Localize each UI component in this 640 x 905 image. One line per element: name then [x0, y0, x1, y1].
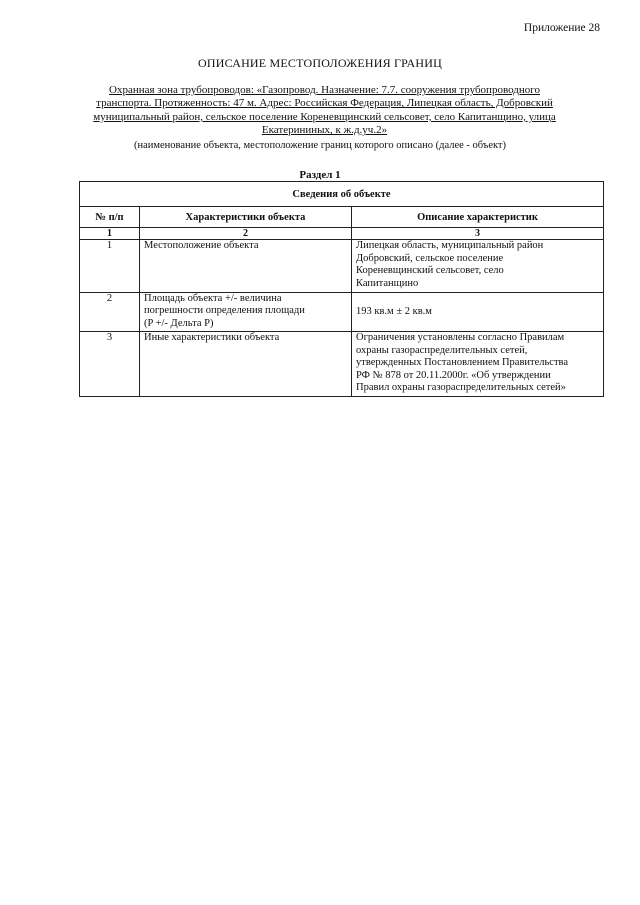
object-line: Охранная зона трубопроводов: «Газопровод. Назначение: 7.7. сооружения трубопроводного: [109, 84, 540, 96]
object-caption: (наименование объекта, местоположение границ которого описано (далее - объект): [133, 140, 507, 151]
object-name: [92, 84, 557, 138]
column-number: 3: [352, 228, 604, 240]
column-number: 2: [140, 228, 352, 240]
cell-line: погрешности определения площади: [144, 305, 305, 317]
row-number: 2: [80, 293, 140, 332]
row-characteristic: [140, 240, 352, 293]
column-header-characteristic: Характеристики объекта: [140, 207, 352, 228]
row-number: 3: [80, 332, 140, 397]
row-characteristic: [140, 332, 352, 397]
row-number: 1: [80, 240, 140, 293]
column-header-num: № п/п: [80, 207, 140, 228]
row-characteristic: [140, 293, 352, 332]
row-description: [352, 332, 604, 397]
cell-line: (P +/- Дельта P): [144, 317, 214, 329]
cell-line: Площадь объекта +/- величина: [144, 293, 282, 304]
cell-line: Ограничения установлены согласно Правилам: [356, 332, 565, 343]
cell-line: Правил охраны газораспределительных сетей»: [356, 382, 566, 394]
cell-line: Липецкая область, муниципальный район: [356, 240, 544, 251]
object-line: Екатерининых, к ж.д.уч.2»: [261, 124, 388, 137]
cell-line: Местоположение объекта: [144, 240, 259, 251]
cell-line: утвержденных Постановлением Правительства: [356, 357, 569, 369]
row-description: [352, 240, 604, 293]
row-description: [352, 293, 604, 332]
section-title: Раздел 1: [299, 169, 341, 181]
cell-line: Капитанщино: [356, 277, 419, 289]
table-row: [80, 293, 604, 332]
column-number: 1: [80, 228, 140, 240]
column-header-description: Описание характеристик: [352, 207, 604, 228]
table-title: Сведения об объекте: [80, 182, 604, 207]
cell-line: Иные характеристики объекта: [144, 332, 280, 343]
appendix-label: Приложение 28: [523, 22, 600, 34]
table-row: [80, 240, 604, 293]
cell-line: Добровский, сельское поселение: [356, 252, 504, 264]
cell-line: 193 кв.м ± 2 кв.м: [356, 305, 432, 317]
object-info-table: [79, 181, 604, 397]
cell-line: Кореневщинский сельсовет, село: [356, 265, 504, 277]
object-line: муниципальный район, сельское поселение Кореневщинский сельсовет, село Капитанщино, улица: [93, 110, 556, 123]
document-title: ОПИСАНИЕ МЕСТОПОЛОЖЕНИЯ ГРАНИЦ: [198, 56, 442, 70]
object-line: транспорта. Протяженность: 47 м. Адрес: Российская Федерация, Липецкая область, Добровский: [96, 97, 553, 110]
cell-line: охраны газораспределительных сетей,: [356, 344, 528, 356]
cell-line: РФ № 878 от 20.11.2000г. «Об утверждении: [356, 369, 551, 381]
table-row: [80, 332, 604, 397]
